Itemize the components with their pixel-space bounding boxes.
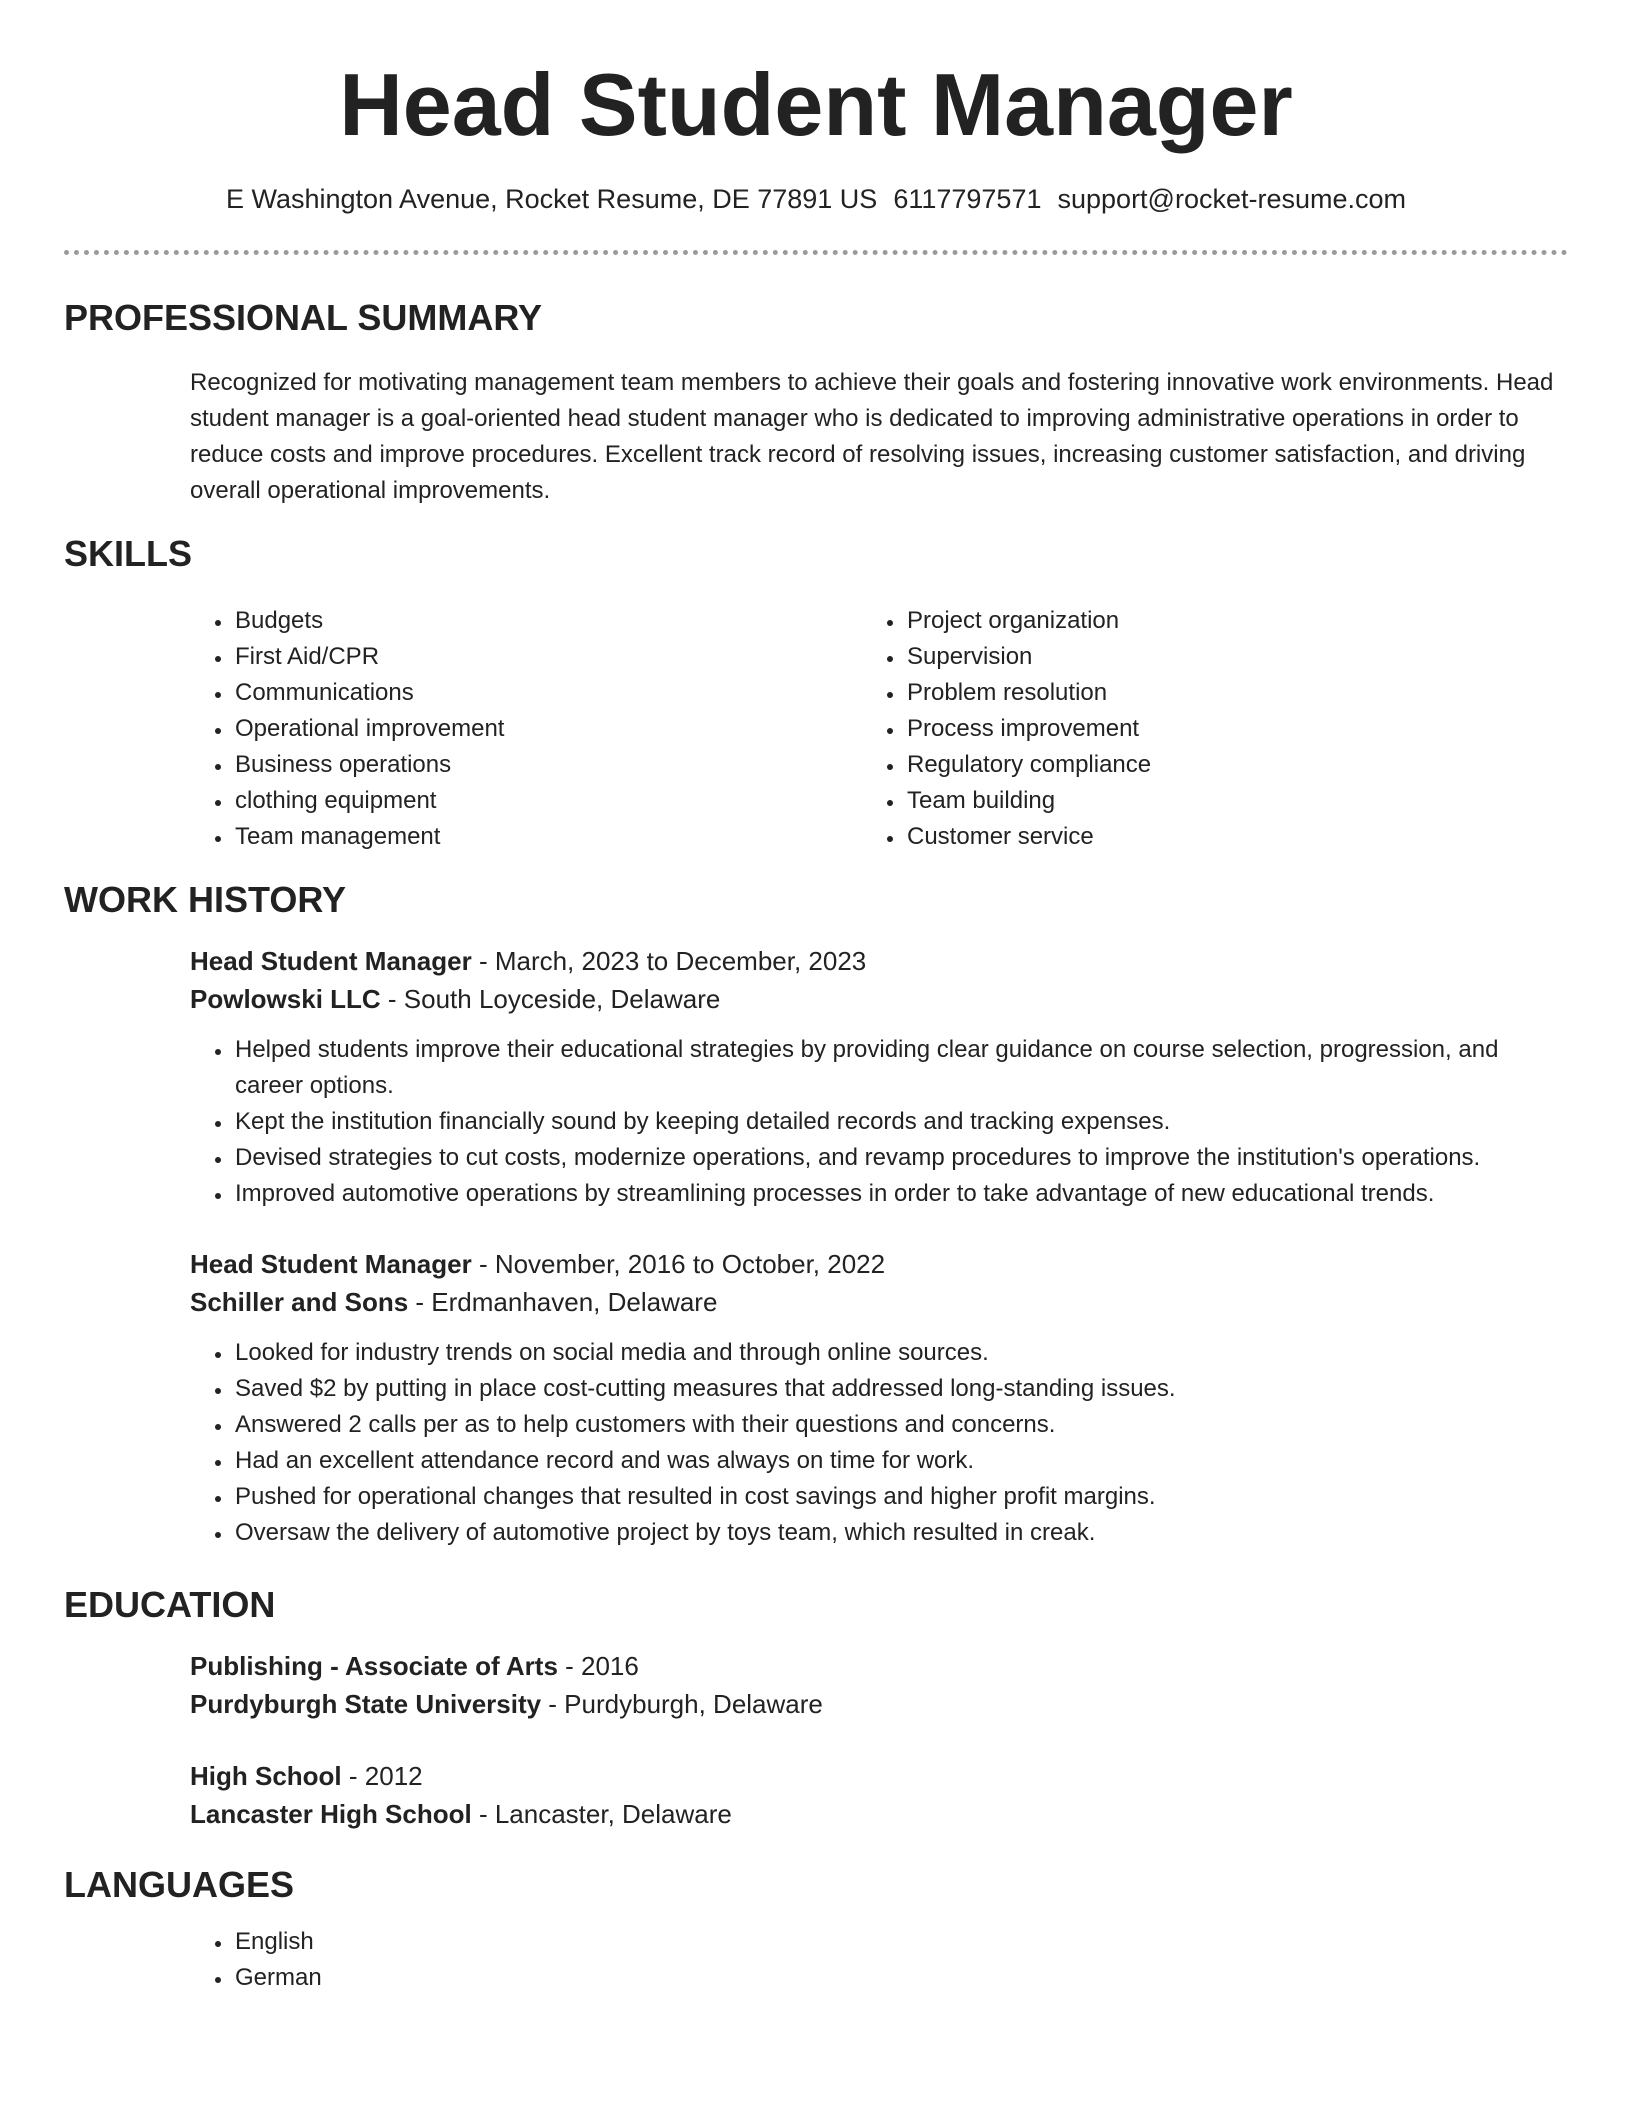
job-title-line [190, 942, 1570, 980]
job-bullet: • Pushed for operational changes that resulted in cost savings and higher profit margins. [233, 1479, 1570, 1515]
skill-item: • Customer service [905, 819, 1462, 855]
education-year: - 2012 [341, 1761, 423, 1791]
skill-item: • Project organization [905, 603, 1462, 639]
skill-item: • Communications [233, 675, 790, 711]
education-year: - 2016 [557, 1651, 639, 1681]
skill-item: • Regulatory compliance [905, 747, 1462, 783]
job-entry [190, 942, 1570, 1212]
skill-item: • Team building [905, 783, 1462, 819]
skill-item: • Team management [233, 819, 790, 855]
education-location: - Purdyburgh, Delaware [541, 1689, 823, 1719]
education-entry [190, 1647, 1570, 1723]
skills-column-left [190, 603, 790, 855]
job-company-line [190, 980, 1570, 1018]
candidate-name: Head Student Manager [339, 55, 1293, 154]
language-item: • English [233, 1924, 1570, 1960]
section-title-skills: SKILLS [64, 533, 193, 574]
skill-item: • Process improvement [905, 711, 1462, 747]
education-degree-line [190, 1757, 1570, 1795]
contact-phone: 6117797571 [893, 184, 1042, 214]
job-title-line [190, 1245, 1570, 1283]
job-role: Head Student Manager [190, 1249, 472, 1279]
job-company: Schiller and Sons [190, 1287, 409, 1317]
job-company: Powlowski LLC [190, 984, 381, 1014]
education-degree: High School [190, 1761, 342, 1791]
header-divider [64, 250, 1568, 255]
skill-item: • Supervision [905, 639, 1462, 675]
job-bullet: • Improved automotive operations by streamlining processes in order to take advantage of new educational trends. [233, 1176, 1570, 1212]
skill-item: • Operational improvement [233, 711, 790, 747]
contact-address: E Washington Avenue, Rocket Resume, DE 77891 US [225, 184, 878, 214]
section-title-summary: PROFESSIONAL SUMMARY [64, 297, 543, 338]
job-bullet: • Answered 2 calls per as to help customers with their questions and concerns. [233, 1407, 1570, 1443]
job-bullet: • Devised strategies to cut costs, modernize operations, and revamp procedures to improve the institution's operations. [233, 1140, 1570, 1176]
section-title-work: WORK HISTORY [64, 879, 347, 920]
languages-list [190, 1924, 1570, 1996]
education-school-line [190, 1795, 1570, 1833]
skill-item: • Business operations [233, 747, 790, 783]
job-bullet: • Kept the institution financially sound by keeping detailed records and tracking expenses. [233, 1104, 1570, 1140]
education-location: - Lancaster, Delaware [471, 1799, 732, 1829]
job-bullet: • Helped students improve their educational strategies by providing clear guidance on course selection, progression, and career options. [233, 1032, 1570, 1104]
skills-column-right [862, 603, 1462, 855]
skill-item: • First Aid/CPR [233, 639, 790, 675]
education-school: Purdyburgh State University [190, 1689, 542, 1719]
job-bullet: • Had an excellent attendance record and was always on time for work. [233, 1443, 1570, 1479]
job-dates: - November, 2016 to October, 2022 [471, 1249, 886, 1279]
section-title-languages: LANGUAGES [64, 1864, 295, 1905]
skill-item: • clothing equipment [233, 783, 790, 819]
language-item: • German [233, 1960, 1570, 1996]
education-school-line [190, 1685, 1570, 1723]
job-bullet: • Looked for industry trends on social media and through online sources. [233, 1335, 1570, 1371]
job-bullet: • Saved $2 by putting in place cost-cutting measures that addressed long-standing issues. [233, 1371, 1570, 1407]
contact-email: support@rocket-resume.com [1057, 184, 1407, 214]
skill-item: • Problem resolution [905, 675, 1462, 711]
education-degree: Publishing - Associate of Arts [190, 1651, 558, 1681]
job-company-line [190, 1283, 1570, 1321]
education-entry [190, 1757, 1570, 1833]
skill-item: • Budgets [233, 603, 790, 639]
summary-text: Recognized for motivating management team members to achieve their goals and fostering innovative work environments. Head student manager is a goal-oriented head student manager who is dedicated to improving administrative operations in order to reduce costs and improve procedures. Excellent track record of resolving issues, increasing customer satisfaction, and driving overall operational improvements. [190, 369, 1554, 504]
section-title-education: EDUCATION [64, 1584, 276, 1625]
job-location: - South Loyceside, Delaware [380, 984, 721, 1014]
job-dates: - March, 2023 to December, 2023 [471, 946, 867, 976]
education-school: Lancaster High School [190, 1799, 472, 1829]
contact-line [0, 182, 1632, 216]
job-bullet: • Oversaw the delivery of automotive project by toys team, which resulted in creak. [233, 1515, 1570, 1551]
job-role: Head Student Manager [190, 946, 472, 976]
job-location: - Erdmanhaven, Delaware [408, 1287, 718, 1317]
education-degree-line [190, 1647, 1570, 1685]
job-entry [190, 1245, 1570, 1551]
